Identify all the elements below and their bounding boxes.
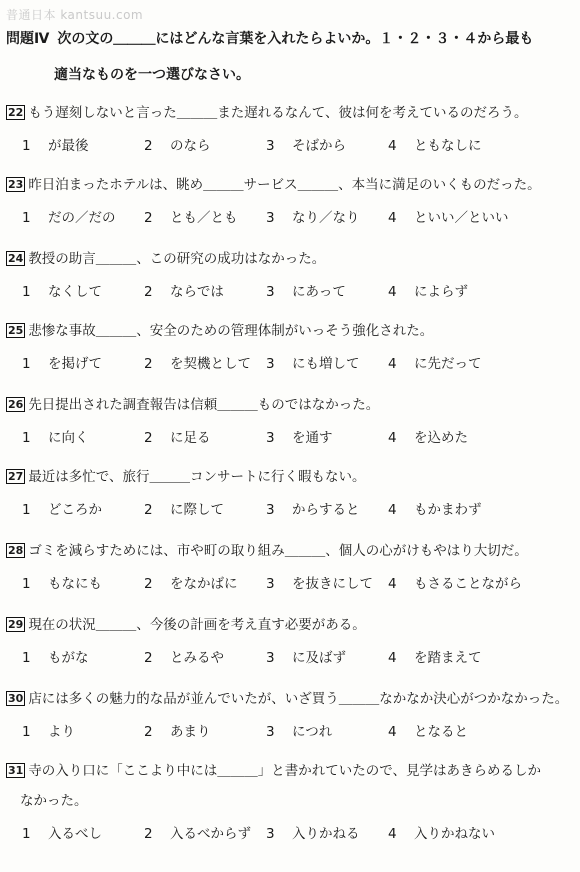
option-number: 2: [144, 724, 153, 740]
option-choice[interactable]: [266, 352, 388, 372]
option-number: 4: [388, 650, 397, 666]
option-number: 2: [144, 430, 153, 446]
option-text: もなにも: [48, 576, 102, 592]
option-number: 1: [22, 210, 31, 226]
option-text: とも／とも: [170, 210, 238, 226]
option-choice[interactable]: [266, 498, 388, 518]
option-number: 2: [144, 826, 153, 842]
option-number: 1: [22, 724, 31, 740]
options-row: [6, 572, 576, 592]
question-text: 教授の助言＿＿＿、この研究の成功はなかった。: [28, 251, 326, 267]
option-choice[interactable]: [266, 720, 388, 740]
question-item: [6, 322, 576, 372]
option-text: どころか: [48, 502, 102, 518]
option-text: もさることながら: [414, 576, 522, 592]
question-text: 現在の状況＿＿＿、今後の計画を考え直す必要がある。: [28, 617, 366, 633]
question-item: [6, 616, 576, 666]
question-item: [6, 690, 576, 740]
question-text: もう遅刻しないと言った＿＿＿また遅れるなんて、彼は何を考えているのだろう。: [28, 105, 528, 121]
option-number: 3: [266, 210, 275, 226]
option-text: 入るべし: [48, 826, 102, 842]
question-stem: [6, 616, 576, 634]
option-choice[interactable]: [266, 280, 388, 300]
option-choice[interactable]: [22, 134, 144, 154]
option-number: 2: [144, 284, 153, 300]
options-row: [6, 498, 576, 518]
question-number: 29: [8, 618, 24, 631]
option-number: 2: [144, 210, 153, 226]
option-text: のなら: [170, 138, 211, 154]
option-number: 3: [266, 356, 275, 372]
option-number: 4: [388, 576, 397, 592]
option-text: によらず: [414, 284, 468, 300]
option-choice[interactable]: [388, 572, 522, 592]
question-stem: [6, 322, 576, 340]
option-number: 1: [22, 650, 31, 666]
question-number: 26: [8, 398, 24, 411]
option-number: 3: [266, 502, 275, 518]
watermark: 普通日本 kantsuu.com: [6, 8, 144, 22]
section-label: 問題Ⅳ: [6, 31, 50, 47]
option-number: 2: [144, 502, 153, 518]
question-text-continued: なかった。: [20, 793, 88, 809]
option-number: 4: [388, 430, 397, 446]
option-text: なくして: [48, 284, 102, 300]
option-choice[interactable]: [144, 720, 266, 740]
option-text: からすると: [292, 502, 360, 518]
option-text: に足る: [170, 430, 211, 446]
question-text: 昨日泊まったホテルは、眺め＿＿＿サービス＿＿＿、本当に満足のいくものだった。: [28, 177, 541, 193]
options-row: [6, 134, 576, 154]
options-row: [6, 206, 576, 226]
instructions-line1: 次の文の＿＿＿にはどんな言葉を入れたらよいか。１・２・３・４から最も: [57, 31, 534, 47]
option-text: にも増して: [292, 356, 360, 372]
option-text: に向く: [48, 430, 89, 446]
option-number: 2: [144, 356, 153, 372]
option-text: だの／だの: [48, 210, 116, 226]
option-choice[interactable]: [388, 134, 510, 154]
option-number: 4: [388, 210, 397, 226]
option-choice[interactable]: [144, 822, 266, 842]
option-number: 1: [22, 430, 31, 446]
option-number: 4: [388, 138, 397, 154]
question-stem: [6, 542, 576, 560]
option-choice[interactable]: [388, 498, 510, 518]
option-choice[interactable]: [22, 822, 144, 842]
question-number: 27: [8, 470, 24, 483]
option-number: 3: [266, 650, 275, 666]
option-text: 入るべからず: [170, 826, 251, 842]
option-text: ともなしに: [414, 138, 482, 154]
option-number: 1: [22, 576, 31, 592]
question-stem: [6, 250, 576, 268]
option-choice[interactable]: [22, 206, 144, 226]
option-text: に先だって: [414, 356, 482, 372]
question-text: 寺の入り口に「ここより中には＿＿＿」と書かれていたので、見学はあきらめるしか: [28, 763, 542, 779]
option-choice[interactable]: [144, 498, 266, 518]
option-number: 4: [388, 724, 397, 740]
question-item: [6, 250, 576, 300]
option-choice[interactable]: [266, 646, 388, 666]
option-number: 1: [22, 138, 31, 154]
options-row: [6, 720, 576, 740]
option-choice[interactable]: [22, 280, 144, 300]
option-choice[interactable]: [144, 352, 266, 372]
question-item: [6, 176, 576, 226]
option-choice[interactable]: [388, 426, 510, 446]
option-text: をなかばに: [170, 576, 238, 592]
question-item: [6, 468, 576, 518]
options-row: [6, 426, 576, 446]
option-text: あまり: [170, 724, 211, 740]
option-number: 4: [388, 502, 397, 518]
question-number: 25: [8, 324, 24, 337]
option-number: 1: [22, 356, 31, 372]
option-number: 3: [266, 284, 275, 300]
instructions: [6, 28, 576, 84]
option-text: より: [48, 724, 75, 740]
option-choice[interactable]: [266, 822, 388, 842]
option-choice[interactable]: [388, 352, 510, 372]
option-number: 4: [388, 826, 397, 842]
option-text: を抜きにして: [292, 576, 373, 592]
option-text: を踏まえて: [414, 650, 482, 666]
option-text: に及ばず: [292, 650, 346, 666]
options-row: [6, 822, 576, 842]
question-stem: [6, 468, 576, 486]
option-text: なり／なり: [292, 210, 360, 226]
option-choice[interactable]: [144, 572, 266, 592]
option-number: 1: [22, 502, 31, 518]
question-text: 店には多くの魅力的な品が並んでいたが、いざ買う＿＿＿なかなか決心がつかなかった。: [28, 691, 569, 707]
option-text: といい／といい: [414, 210, 509, 226]
question-item: [6, 396, 576, 446]
option-text: そばから: [292, 138, 346, 154]
option-choice[interactable]: [22, 646, 144, 666]
option-number: 4: [388, 356, 397, 372]
option-number: 2: [144, 576, 153, 592]
option-text: を契機として: [170, 356, 251, 372]
option-number: 1: [22, 284, 31, 300]
question-text: 最近は多忙で、旅行＿＿＿コンサートに行く暇もない。: [28, 469, 366, 485]
question-number: 22: [8, 106, 24, 119]
option-text: とみるや: [170, 650, 224, 666]
option-choice[interactable]: [388, 720, 510, 740]
option-text: 入りかねる: [292, 826, 360, 842]
option-number: 3: [266, 576, 275, 592]
question-stem: [6, 690, 576, 708]
option-text: ならでは: [170, 284, 224, 300]
question-stem: [6, 762, 576, 780]
option-text: となると: [414, 724, 468, 740]
question-number: 30: [8, 692, 24, 705]
option-choice[interactable]: [388, 280, 510, 300]
option-number: 1: [22, 826, 31, 842]
option-choice[interactable]: [144, 280, 266, 300]
option-choice[interactable]: [144, 646, 266, 666]
option-choice[interactable]: [22, 352, 144, 372]
option-choice[interactable]: [144, 206, 266, 226]
option-text: を通す: [292, 430, 333, 446]
option-choice[interactable]: [266, 206, 388, 226]
question-number: 24: [8, 252, 24, 265]
option-choice[interactable]: [144, 426, 266, 446]
question-stem: [6, 176, 576, 194]
question-text: 先日提出された調査報告は信頼＿＿＿ものではなかった。: [28, 397, 380, 413]
option-text: もかまわず: [414, 502, 482, 518]
instructions-line2: 適当なものを一つ選びなさい。: [54, 67, 250, 83]
option-choice[interactable]: [388, 646, 510, 666]
option-text: に際して: [170, 502, 224, 518]
option-choice[interactable]: [22, 720, 144, 740]
option-choice[interactable]: [144, 134, 266, 154]
option-text: を掲げて: [48, 356, 102, 372]
option-choice[interactable]: [266, 572, 388, 592]
option-text: が最後: [48, 138, 89, 154]
option-choice[interactable]: [22, 572, 144, 592]
question-number: 23: [8, 178, 24, 191]
question-number: 28: [8, 544, 24, 557]
option-text: を込めた: [414, 430, 468, 446]
option-text: 入りかねない: [414, 826, 495, 842]
question-text: ゴミを減らすためには、市や町の取り組み＿＿＿、個人の心がけもやはり大切だ。: [28, 543, 528, 559]
options-row: [6, 646, 576, 666]
option-text: にあって: [292, 284, 346, 300]
question-number: 31: [8, 764, 24, 777]
options-row: [6, 352, 576, 372]
question-stem: [6, 396, 576, 414]
option-choice[interactable]: [266, 134, 388, 154]
option-choice[interactable]: [22, 426, 144, 446]
option-text: につれ: [292, 724, 333, 740]
options-row: [6, 280, 576, 300]
option-choice[interactable]: [266, 426, 388, 446]
option-choice[interactable]: [22, 498, 144, 518]
option-number: 2: [144, 650, 153, 666]
question-text: 悲惨な事故＿＿＿、安全のための管理体制がいっそう強化された。: [28, 323, 434, 339]
question-item: [6, 762, 576, 842]
option-number: 3: [266, 724, 275, 740]
option-number: 3: [266, 430, 275, 446]
option-text: もがな: [48, 650, 89, 666]
question-item: [6, 542, 576, 592]
question-stem: [6, 104, 576, 122]
option-number: 3: [266, 138, 275, 154]
option-choice[interactable]: [388, 206, 510, 226]
option-choice[interactable]: [388, 822, 510, 842]
question-item: [6, 104, 576, 154]
option-number: 4: [388, 284, 397, 300]
option-number: 2: [144, 138, 153, 154]
option-number: 3: [266, 826, 275, 842]
